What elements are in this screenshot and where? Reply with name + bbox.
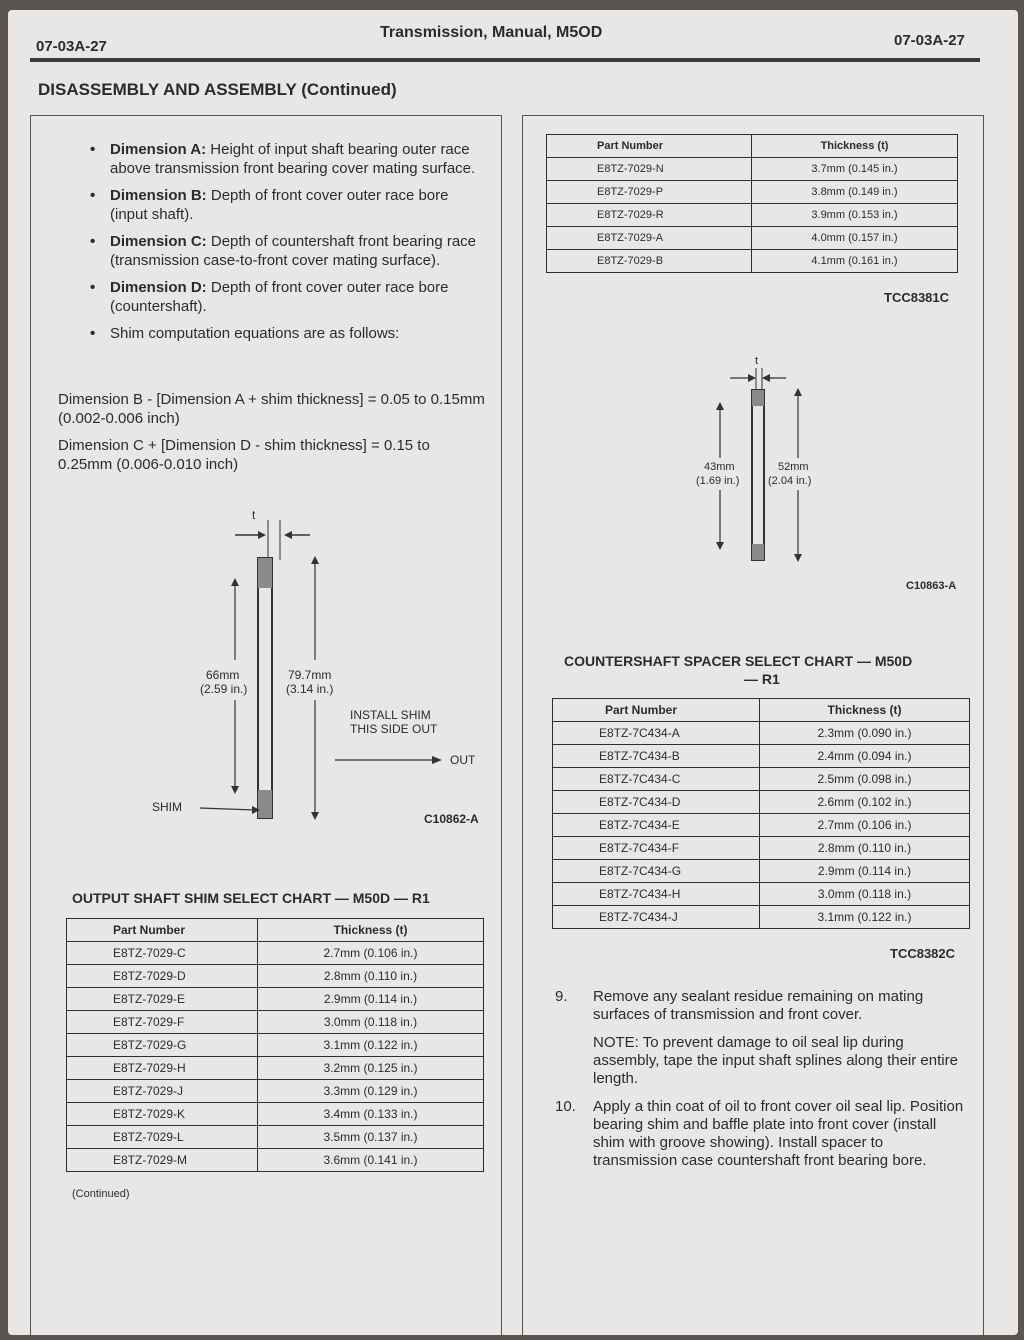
procedure-steps <box>555 988 970 1180</box>
table-row <box>67 1057 484 1080</box>
thickness-cell: 2.8mm (0.110 in.) <box>258 965 484 988</box>
table-row <box>547 204 958 227</box>
countershaft-chart-title-line1: COUNTERSHAFT SPACER SELECT CHART — M50D <box>564 653 913 669</box>
table-row <box>553 860 970 883</box>
shim-label: SHIM <box>152 800 182 814</box>
column-header-part-number: Part Number <box>553 699 760 722</box>
right-figure-dim1-inches: (1.69 in.) <box>696 475 740 487</box>
thickness-cell: 4.1mm (0.161 in.) <box>752 250 958 273</box>
table-row <box>553 722 970 745</box>
part-number-cell: E8TZ-7029-R <box>547 204 752 227</box>
part-number-cell: E8TZ-7029-J <box>67 1080 258 1103</box>
part-number-cell: E8TZ-7029-A <box>547 227 752 250</box>
part-number-cell: E8TZ-7029-E <box>67 988 258 1011</box>
right-figure-t-label: t <box>755 355 759 367</box>
part-number-cell: E8TZ-7029-D <box>67 965 258 988</box>
part-number-cell: E8TZ-7029-K <box>67 1103 258 1126</box>
column-header-thickness: Thickness (t) <box>752 135 958 158</box>
part-number-cell: E8TZ-7029-N <box>547 158 752 181</box>
thickness-cell: 3.1mm (0.122 in.) <box>760 906 970 929</box>
table-header-row <box>547 135 958 158</box>
thickness-cell: 2.9mm (0.114 in.) <box>258 988 484 1011</box>
output-shaft-shim-table <box>66 918 484 1172</box>
part-number-cell: E8TZ-7029-B <box>547 250 752 273</box>
part-number-cell: E8TZ-7C434-H <box>553 883 760 906</box>
dimension-a-item: • Dimension A: Height of input shaft bearing outer race above transmission front bearing cover mating surface. <box>88 140 478 178</box>
out-label: OUT <box>450 753 476 767</box>
part-number-cell: E8TZ-7C434-E <box>553 814 760 837</box>
step-10-number: 10. <box>555 1098 576 1115</box>
table-row <box>547 227 958 250</box>
section-title: DISASSEMBLY AND ASSEMBLY (Continued) <box>38 80 397 99</box>
page-number-left: 07-03A-27 <box>36 38 107 55</box>
table-row <box>67 1126 484 1149</box>
column-header-thickness: Thickness (t) <box>258 919 484 942</box>
step-9-number: 9. <box>555 988 568 1005</box>
table-row <box>67 1149 484 1172</box>
right-figure-dim2: 52mm <box>778 461 809 473</box>
part-number-cell: E8TZ-7029-P <box>547 181 752 204</box>
thickness-cell: 4.0mm (0.157 in.) <box>752 227 958 250</box>
top-chart-ref: TCC8381C <box>884 290 950 305</box>
part-number-cell: E8TZ-7029-G <box>67 1034 258 1057</box>
thickness-cell: 2.8mm (0.110 in.) <box>760 837 970 860</box>
right-figure-ref: C10863-A <box>906 580 957 592</box>
part-number-cell: E8TZ-7029-F <box>67 1011 258 1034</box>
table-row <box>547 181 958 204</box>
header-rule <box>30 58 980 62</box>
column-header-thickness: Thickness (t) <box>760 699 970 722</box>
part-number-cell: E8TZ-7029-L <box>67 1126 258 1149</box>
part-number-cell: E8TZ-7C434-F <box>553 837 760 860</box>
thickness-cell: 3.6mm (0.141 in.) <box>258 1149 484 1172</box>
table-row <box>67 988 484 1011</box>
install-shim-label-line2: THIS SIDE OUT <box>350 722 438 736</box>
install-shim-label-line1: INSTALL SHIM <box>350 708 431 722</box>
left-figure-dim2-inches: (3.14 in.) <box>286 682 334 696</box>
table-row <box>553 745 970 768</box>
right-figure-dim1: 43mm <box>704 461 735 473</box>
left-figure-t-label: t <box>252 508 256 522</box>
dimension-list <box>88 140 478 351</box>
dimension-b-item: • Dimension B: Depth of front cover outer race bore (input shaft). <box>88 186 478 224</box>
thickness-cell: 3.7mm (0.145 in.) <box>752 158 958 181</box>
left-figure-dim1: 66mm <box>206 668 240 682</box>
part-number-cell: E8TZ-7C434-A <box>553 722 760 745</box>
step-10 <box>555 1098 970 1170</box>
left-figure-dim2: 79.7mm <box>288 668 332 682</box>
left-figure-ref: C10862-A <box>424 812 479 826</box>
page-header-title: Transmission, Manual, M5OD <box>380 24 603 41</box>
table-row <box>553 883 970 906</box>
thickness-cell: 2.3mm (0.090 in.) <box>760 722 970 745</box>
countershaft-spacer-table <box>552 698 970 929</box>
table-row <box>67 965 484 988</box>
step-9-text: Remove any sealant residue remaining on mating surfaces of transmission and front cover. <box>593 988 924 1023</box>
column-header-part-number: Part Number <box>547 135 752 158</box>
thickness-cell: 3.1mm (0.122 in.) <box>258 1034 484 1057</box>
countershaft-chart-title-line2: — R1 <box>744 671 780 687</box>
table-row <box>553 837 970 860</box>
thickness-cell: 2.7mm (0.106 in.) <box>760 814 970 837</box>
table-row <box>553 791 970 814</box>
note-text: NOTE: To prevent damage to oil seal lip during assembly, tape the input shaft splines along their entire length. <box>593 1034 958 1087</box>
countershaft-chart-ref: TCC8382C <box>890 946 956 961</box>
part-number-cell: E8TZ-7C434-G <box>553 860 760 883</box>
step-9 <box>555 988 970 1024</box>
column-header-part-number: Part Number <box>67 919 258 942</box>
table-header-row <box>553 699 970 722</box>
thickness-cell: 3.0mm (0.118 in.) <box>258 1011 484 1034</box>
table-row <box>67 1011 484 1034</box>
table-row <box>67 1034 484 1057</box>
thickness-cell: 3.2mm (0.125 in.) <box>258 1057 484 1080</box>
part-number-cell: E8TZ-7029-M <box>67 1149 258 1172</box>
table-header-row <box>67 919 484 942</box>
part-number-cell: E8TZ-7029-C <box>67 942 258 965</box>
table-row <box>67 942 484 965</box>
thickness-cell: 3.4mm (0.133 in.) <box>258 1103 484 1126</box>
thickness-cell: 2.5mm (0.098 in.) <box>760 768 970 791</box>
table-row <box>553 814 970 837</box>
thickness-cell: 3.8mm (0.149 in.) <box>752 181 958 204</box>
table-row <box>67 1080 484 1103</box>
right-figure-dim2-inches: (2.04 in.) <box>768 475 812 487</box>
table-row <box>553 906 970 929</box>
table-row <box>67 1103 484 1126</box>
shim-intro-item: • Shim computation equations are as follows: <box>88 324 478 343</box>
thickness-cell: 2.4mm (0.094 in.) <box>760 745 970 768</box>
thickness-cell: 2.7mm (0.106 in.) <box>258 942 484 965</box>
dimension-c-item: • Dimension C: Depth of countershaft front bearing race (transmission case-to-front cover mating surface). <box>88 232 478 270</box>
thickness-cell: 3.0mm (0.118 in.) <box>760 883 970 906</box>
table-row <box>547 250 958 273</box>
part-number-cell: E8TZ-7C434-J <box>553 906 760 929</box>
thickness-cell: 3.9mm (0.153 in.) <box>752 204 958 227</box>
table-row <box>547 158 958 181</box>
part-number-cell: E8TZ-7029-H <box>67 1057 258 1080</box>
left-figure-dim1-inches: (2.59 in.) <box>200 682 248 696</box>
thickness-cell: 2.6mm (0.102 in.) <box>760 791 970 814</box>
table-row <box>553 768 970 791</box>
shim-chart-continued-table <box>546 134 958 273</box>
thickness-cell: 2.9mm (0.114 in.) <box>760 860 970 883</box>
part-number-cell: E8TZ-7C434-B <box>553 745 760 768</box>
equation-b: Dimension B - [Dimension A + shim thickness] = 0.05 to 0.15mm (0.002-0.006 inch) <box>58 391 485 427</box>
thickness-cell: 3.3mm (0.129 in.) <box>258 1080 484 1103</box>
step-10-text: Apply a thin coat of oil to front cover oil seal lip. Position bearing shim and baffle plate into front cover (install shim with groove showing). Install spacer to transmission case countershaft front bearing bore. <box>593 1098 964 1169</box>
continued-label: (Continued) <box>72 1188 130 1200</box>
dimension-d-item: • Dimension D: Depth of front cover outer race bore (countershaft). <box>88 278 478 316</box>
thickness-cell: 3.5mm (0.137 in.) <box>258 1126 484 1149</box>
page-number-right: 07-03A-27 <box>894 32 965 49</box>
part-number-cell: E8TZ-7C434-D <box>553 791 760 814</box>
part-number-cell: E8TZ-7C434-C <box>553 768 760 791</box>
equation-c: Dimension C + [Dimension D - shim thickness] = 0.15 to 0.25mm (0.006-0.010 inch) <box>58 437 430 473</box>
output-chart-title: OUTPUT SHAFT SHIM SELECT CHART — M50D — R1 <box>72 890 430 906</box>
